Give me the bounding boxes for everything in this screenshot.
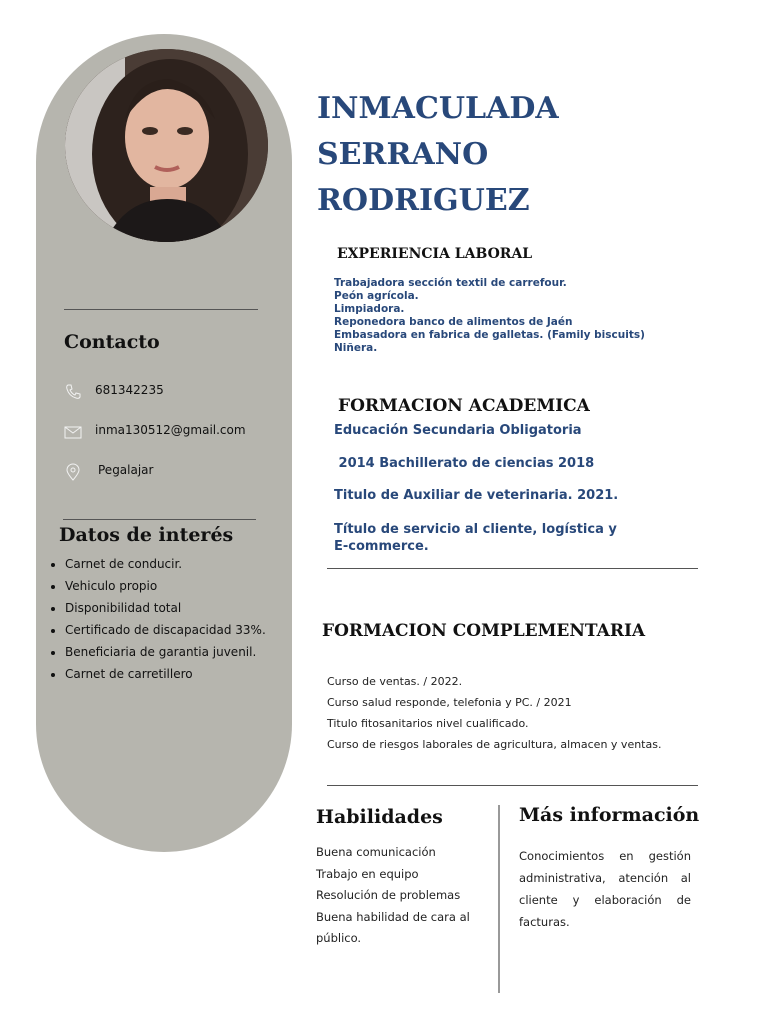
list-item: Trabajo en equipo (316, 866, 419, 881)
list-item: Niñera. (334, 342, 378, 354)
section-divider (327, 785, 698, 786)
list-item: Titulo fitosanitarios nivel cualificado. (327, 717, 529, 730)
list-item: Resolución de problemas (316, 888, 461, 902)
list-item: Reponedora banco de alimentos de Jaén (334, 316, 573, 328)
list-item: Carnet de carretillero (50, 664, 266, 686)
contact-heading: Contacto (64, 331, 160, 353)
sidebar-divider-top (64, 309, 258, 310)
complementary-list (327, 673, 661, 757)
name-line: INMACULADA (317, 91, 559, 126)
list-item: Certificado de discapacidad 33%. (50, 620, 266, 642)
interests-list (50, 554, 266, 686)
list-item: Peón agrícola. (334, 290, 419, 302)
academic-item: 2014 Bachillerato de ciencias 2018 (334, 456, 595, 471)
mail-icon (63, 422, 83, 442)
name-line: RODRIGUEZ (317, 183, 530, 218)
list-item: Curso de riesgos laborales de agricultura, almacen y ventas. (327, 738, 662, 751)
list-item: Curso salud responde, telefonia y PC. / 2021 (327, 696, 572, 709)
list-item: Trabajadora sección textil de carrefour. (334, 277, 567, 289)
column-divider (498, 805, 500, 993)
list-item: público. (316, 931, 362, 945)
experience-list (334, 277, 645, 355)
list-item: Buena habilidad de cara al (316, 909, 470, 924)
more-info-text: Conocimientos en gestión administrativa, atención al cliente y elaboración de facturas. (519, 849, 691, 929)
academic-item: Educación Secundaria Obligatoria (334, 423, 582, 438)
academic-item: Titulo de Auxiliar de veterinaria. 2021. (334, 488, 619, 503)
name-line: SERRANO (317, 137, 489, 172)
location-pin-icon (63, 462, 83, 482)
email-address: inma130512@gmail.com (95, 423, 246, 437)
profile-photo (65, 49, 268, 242)
skills-heading: Habilidades (316, 806, 443, 828)
academic-item: E-commerce. (334, 539, 429, 554)
list-item: Carnet de conducir. (50, 554, 266, 576)
list-item: Disponibilidad total (50, 598, 266, 620)
list-item: Vehiculo propio (50, 576, 266, 598)
skills-list (316, 842, 470, 950)
experience-heading: EXPERIENCIA LABORAL (337, 246, 533, 262)
sidebar-divider-bottom (63, 519, 256, 520)
phone-icon (63, 382, 83, 402)
portrait-image (65, 49, 268, 242)
list-item: Limpiadora. (334, 303, 405, 315)
candidate-name (317, 86, 559, 224)
more-info-heading: Más información (519, 804, 700, 826)
list-item: Buena comunicación (316, 845, 436, 859)
interests-heading: Datos de interés (59, 524, 234, 546)
academic-heading: FORMACION ACADEMICA (338, 396, 590, 416)
academic-item: Título de servicio al cliente, logística y (334, 522, 617, 537)
phone-number: 681342235 (95, 383, 164, 397)
complementary-heading: FORMACION COMPLEMENTARIA (322, 621, 646, 641)
list-item: Embasadora en fabrica de galletas. (Family biscuits) (334, 329, 645, 341)
location-text: Pegalajar (98, 463, 154, 477)
list-item: Beneficiaria de garantia juvenil. (50, 642, 266, 664)
section-divider (327, 568, 698, 569)
list-item: Curso de ventas. / 2022. (327, 675, 463, 688)
